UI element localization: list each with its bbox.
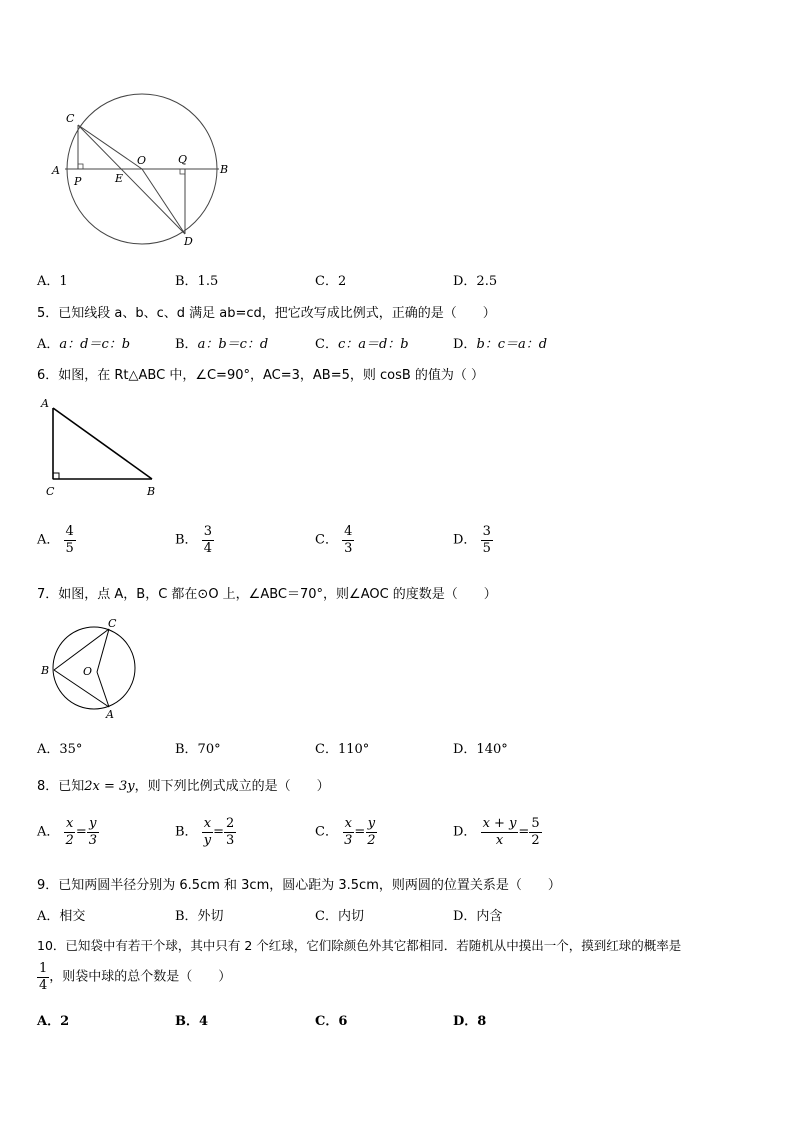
q8-option-b[interactable]: B． $\frac{x}{y}$ = $\frac{2}{3}$ [175, 816, 235, 848]
q6-stem: 6．如图，在 Rt△ABC 中，∠C=90°，AC=3，AB=5，则 cosB 的值为（ ） [37, 368, 485, 383]
q10-option-c[interactable]: C．6 [315, 1014, 348, 1029]
q4-circle-diagram [45, 88, 245, 253]
q8-stem: 8．已知2x = 3y，则下列比例式成立的是（ ） [37, 779, 330, 794]
q6-option-c[interactable]: C． $\frac{4}{3}$ [315, 524, 353, 556]
q4-option-a[interactable]: A．1 [37, 274, 68, 289]
q5-option-d[interactable]: D．b：c＝a：d [453, 337, 548, 352]
q10-stem-line1: 10．已知袋中有若干个球，其中只有 2 个红球，它们除颜色外其它都相同．若随机从中摸出一个，摸到红球的概率是 [37, 938, 682, 953]
q9-stem: 9．已知两圆半径分别为 6.5cm 和 3cm，圆心距为 3.5cm，则两圆的位置关系是（ ） [37, 878, 561, 893]
q7-label-o: O [83, 665, 93, 678]
q9-option-d[interactable]: D．内含 [453, 909, 503, 924]
q6-triangle-diagram [37, 393, 167, 501]
q6-label-b: B [147, 485, 156, 498]
q4-label-o: O [137, 154, 147, 167]
q4-label-a: A [52, 164, 60, 177]
q7-label-c: C [108, 617, 117, 630]
q7-stem: 7．如图，点 A，B，C 都在⊙O 上，∠ABC＝70°，则∠AOC 的度数是（ ） [37, 587, 497, 602]
q6-label-c: C [46, 485, 55, 498]
q4-label-q: Q [178, 153, 188, 166]
q6-option-b[interactable]: B． $\frac{3}{4}$ [175, 524, 212, 556]
q5-stem: 5．已知线段 a、b、c、d 满足 ab=cd，把它改写成比例式，正确的是（ ） [37, 306, 496, 321]
q7-label-a: A [106, 708, 114, 721]
q7-circle-diagram [37, 615, 147, 723]
q8-option-c[interactable]: C． $\frac{x}{3}$ = $\frac{y}{2}$ [315, 816, 376, 848]
q5-option-c[interactable]: C．c：a＝d：b [315, 337, 409, 352]
q7-option-c[interactable]: C．110° [315, 742, 370, 757]
q8-stem-expression: 2x = 3y [84, 779, 135, 794]
q9-option-b[interactable]: B．外切 [175, 909, 224, 924]
q4-label-d: D [184, 235, 193, 248]
q5-option-a[interactable]: A．a：d＝c：b [37, 337, 131, 352]
q9-option-a[interactable]: A．相交 [37, 909, 86, 924]
q8-option-a[interactable]: A． $\frac{x}{2}$ = $\frac{y}{3}$ [37, 816, 97, 848]
q4-option-b[interactable]: B．1.5 [175, 274, 219, 289]
q4-option-c[interactable]: C．2 [315, 274, 347, 289]
q4-option-d[interactable]: D．2.5 [453, 274, 498, 289]
q7-option-a[interactable]: A．35° [37, 742, 83, 757]
q6-option-a[interactable]: A． $\frac{4}{5}$ [37, 524, 74, 556]
q7-option-d[interactable]: D．140° [453, 742, 508, 757]
q4-label-p: P [74, 175, 82, 188]
q10-stem-line2: $\frac{1}{4}$ ，则袋中球的总个数是（ ） [39, 961, 232, 993]
q5-option-b[interactable]: B．a：b＝c：d [175, 337, 269, 352]
q6-label-a: A [41, 397, 49, 410]
q7-option-b[interactable]: B．70° [175, 742, 221, 757]
q4-label-b: B [220, 163, 229, 176]
q8-option-d[interactable]: D． $\frac{x + y}{x}$ = $\frac{5}{2}$ [453, 816, 540, 848]
q10-probability-fraction: $\frac{1}{4}$ [39, 961, 48, 993]
q10-option-b[interactable]: B．4 [175, 1014, 209, 1029]
q6-option-d[interactable]: D． $\frac{3}{5}$ [453, 524, 491, 556]
q4-label-c: C [66, 112, 75, 125]
q4-label-e: E [115, 172, 124, 185]
q10-option-d[interactable]: D．8 [453, 1014, 487, 1029]
q7-label-b: B [41, 664, 50, 677]
q10-option-a[interactable]: A．2 [37, 1014, 70, 1029]
q9-option-c[interactable]: C．内切 [315, 909, 364, 924]
